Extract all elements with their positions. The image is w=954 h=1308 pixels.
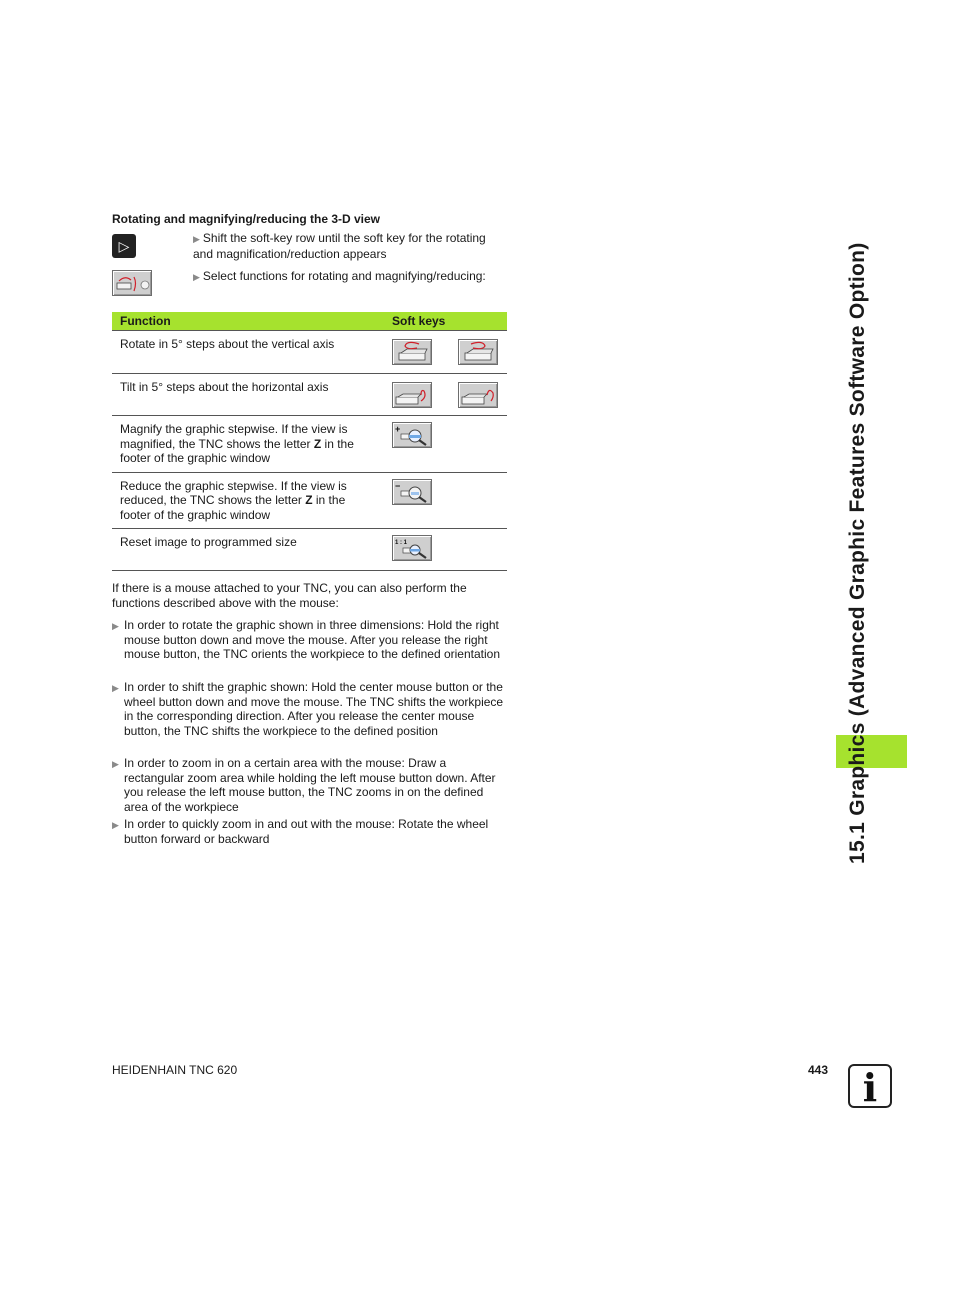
list-item	[112, 680, 507, 738]
step-1-text: Shift the soft-key row until the soft key for the rotating and magnification/reduction appears	[193, 231, 486, 261]
bullet-text: In order to shift the graphic shown: Hold the center mouse button or the wheel button down and move the mouse. The TNC shifts the workpiece in the corresponding direction. After you release the center mouse button, the TNC shifts the workpiece to the defined position	[124, 680, 504, 738]
magnify-text-pre: Magnify the graphic stepwise. If the view is magnified, the TNC shows the letter	[120, 422, 348, 451]
bullet-triangle-icon: ▶	[112, 683, 119, 693]
minus-label: −	[395, 480, 401, 491]
list-item	[112, 618, 507, 662]
step-2	[193, 269, 513, 285]
info-glyph: i	[862, 1066, 878, 1106]
reset-softkey-icon	[392, 535, 432, 561]
row-reduce-text	[112, 472, 384, 529]
header-softkeys: Soft keys	[384, 312, 507, 331]
reduce-softkey-icon	[392, 479, 432, 505]
reduce-text-post: in the footer of the graphic window	[120, 493, 346, 522]
row-magnify-text	[112, 416, 384, 473]
table-row	[112, 529, 507, 571]
table-row	[112, 331, 507, 374]
bullet-triangle-icon: ▶	[112, 820, 119, 830]
list-item	[112, 817, 507, 846]
bullet-triangle-icon: ▶	[193, 272, 200, 282]
chapter-side-title: 15.1 Graphics (Advanced Graphic Features Software Option)	[846, 242, 869, 864]
bullet-triangle-icon: ▶	[112, 621, 119, 631]
row-reduce-softkeys	[384, 472, 507, 529]
list-item	[112, 756, 507, 814]
reset-label: 1 : 1	[395, 540, 408, 546]
row-reset-text: Reset image to programmed size	[112, 529, 384, 571]
rotate-magnify-softkey-icon	[112, 270, 152, 296]
magnify-text-post: in the footer of the graphic window	[120, 436, 354, 465]
row-rotate-softkeys	[384, 331, 507, 374]
row-magnify-softkeys	[384, 416, 507, 473]
rotate-right-softkey-icon	[458, 339, 498, 365]
reduce-letter: Z	[305, 493, 313, 507]
section-heading: Rotating and magnifying/reducing the 3-D view	[112, 212, 381, 226]
table-header-row	[112, 312, 507, 331]
mouse-intro: If there is a mouse attached to your TNC, you can also perform the functions described above with the mouse:	[112, 581, 467, 610]
bullet-text: In order to rotate the graphic shown in three dimensions: Hold the right mouse button down and move the mouse. After you release the right mouse button, the TNC orients the workpiece to the defined orientation	[124, 618, 501, 661]
magnify-softkey-icon	[392, 422, 432, 448]
row-tilt-softkeys	[384, 374, 507, 416]
bullet-triangle-icon: ▶	[112, 759, 119, 769]
bullet-text: In order to quickly zoom in and out with the mouse: Rotate the wheel button forward or backward	[124, 817, 489, 846]
footer-brand: HEIDENHAIN TNC 620	[112, 1063, 238, 1077]
bullet-text: In order to zoom in on a certain area with the mouse: Draw a rectangular zoom area while holding the left mouse button down. After you release the left mouse button, the TNC zooms in on the defined area of the workpiece	[124, 756, 496, 814]
table-row	[112, 374, 507, 416]
tilt-up-softkey-icon	[458, 382, 498, 408]
info-icon	[848, 1064, 892, 1108]
row-rotate-text: Rotate in 5° steps about the vertical axis	[112, 331, 384, 374]
row-reset-softkeys	[384, 529, 507, 571]
plus-label: +	[395, 424, 401, 434]
row-tilt-text: Tilt in 5° steps about the horizontal axis	[112, 374, 384, 416]
table-row	[112, 472, 507, 529]
bullet-triangle-icon: ▶	[193, 234, 200, 244]
table-row	[112, 416, 507, 473]
tilt-down-softkey-icon	[392, 382, 432, 408]
step-1	[193, 231, 507, 262]
next-softkey-row-icon: ▷	[112, 234, 136, 258]
reduce-text-pre: Reduce the graphic stepwise. If the view is reduced, the TNC shows the letter	[120, 478, 347, 507]
rotate-left-softkey-icon	[392, 339, 432, 365]
step-2-text: Select functions for rotating and magnifying/reducing:	[202, 269, 486, 283]
function-table	[112, 312, 507, 571]
magnify-letter: Z	[313, 436, 322, 451]
header-function: Function	[112, 312, 384, 331]
page-number: 443	[808, 1063, 829, 1077]
